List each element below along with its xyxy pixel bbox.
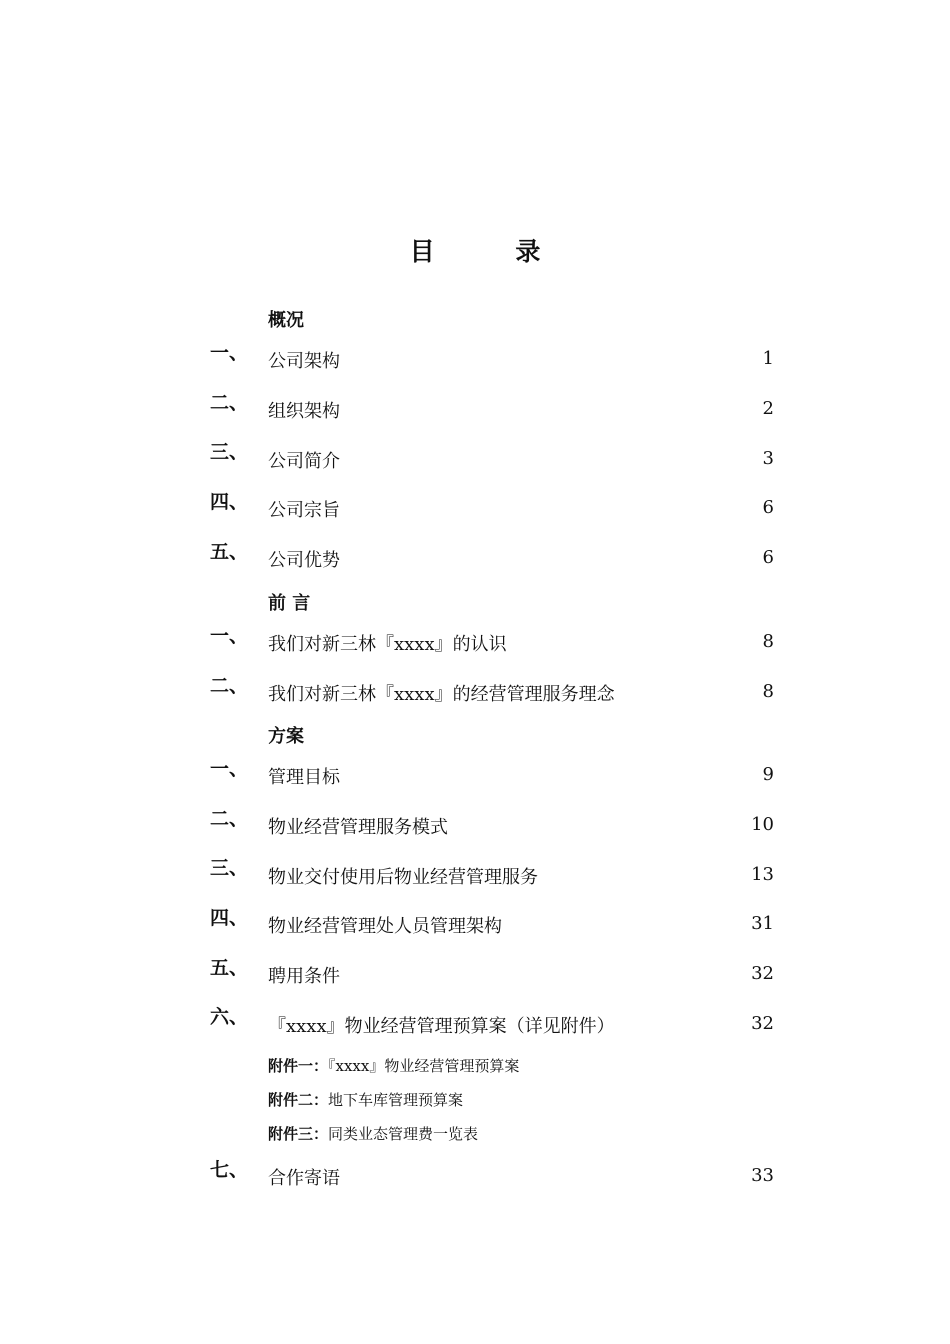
- section-heading-plan: 方案: [268, 726, 304, 747]
- entry-number: 四、: [210, 907, 249, 929]
- entry-label: 公司宗旨: [268, 500, 340, 521]
- entry-page: 6: [762, 547, 774, 568]
- entry-number: 一、: [210, 625, 249, 647]
- entry-page: 33: [751, 1165, 774, 1186]
- entry-page: 3: [762, 448, 774, 469]
- entry-number: 四、: [210, 491, 249, 513]
- entry-number: 二、: [210, 675, 249, 697]
- entry-label: 合作寄语: [268, 1168, 340, 1189]
- entry-page: 9: [762, 764, 774, 785]
- entry-page: 31: [751, 913, 774, 934]
- entry-label: 物业经营管理服务模式: [268, 817, 448, 838]
- attachment-prefix: 附件三：: [268, 1125, 329, 1143]
- entry-label: 我们对新三林『xxxx』的经营管理服务理念: [268, 684, 615, 705]
- entry-label: 管理目标: [268, 767, 340, 788]
- attachment-entry[interactable]: [268, 1089, 463, 1110]
- entry-number: 三、: [210, 441, 249, 463]
- entry-label: 聘用条件: [268, 966, 340, 987]
- entry-number: 六、: [210, 1006, 249, 1028]
- entry-page: 13: [751, 864, 774, 885]
- entry-label: 我们对新三林『xxxx』的认识: [268, 634, 507, 655]
- entry-label: 物业经营管理处人员管理架构: [268, 916, 502, 937]
- entry-page: 10: [751, 814, 774, 835]
- attachment-text: 同类业态管理费一览表: [328, 1125, 479, 1143]
- entry-number: 五、: [210, 957, 249, 979]
- entry-label: 组织架构: [268, 401, 340, 422]
- entry-page: 1: [762, 348, 774, 369]
- entry-label: 公司简介: [268, 451, 340, 472]
- entry-number: 二、: [210, 392, 249, 414]
- entry-number: 一、: [210, 342, 249, 364]
- attachment-text: 地下车库管理预算案: [328, 1091, 464, 1109]
- entry-number: 七、: [210, 1159, 249, 1181]
- entry-label: 公司架构: [268, 351, 340, 372]
- entry-label: 『xxxx』物业经营管理预算案（详见附件）: [268, 1016, 615, 1037]
- attachment-prefix: 附件一：: [268, 1057, 329, 1075]
- entry-page: 6: [762, 497, 774, 518]
- toc-title: 目 录: [409, 237, 577, 266]
- entry-page: 32: [751, 963, 774, 984]
- entry-label: 物业交付使用后物业经营管理服务: [268, 867, 538, 888]
- section-heading-preface: 前 言: [268, 593, 311, 614]
- entry-page: 8: [762, 631, 774, 652]
- attachment-entry[interactable]: [268, 1123, 478, 1144]
- attachment-text: 『xxxx』物业经营管理预算案: [328, 1057, 520, 1075]
- entry-page: 8: [762, 681, 774, 702]
- attachment-entry[interactable]: [268, 1055, 519, 1076]
- entry-number: 一、: [210, 758, 249, 780]
- attachment-prefix: 附件二：: [268, 1091, 329, 1109]
- entry-page: 32: [751, 1013, 774, 1034]
- section-heading-overview: 概况: [268, 310, 304, 331]
- entry-number: 五、: [210, 541, 249, 563]
- entry-label: 公司优势: [268, 550, 340, 571]
- entry-page: 2: [762, 398, 774, 419]
- entry-number: 二、: [210, 808, 249, 830]
- entry-number: 三、: [210, 857, 249, 879]
